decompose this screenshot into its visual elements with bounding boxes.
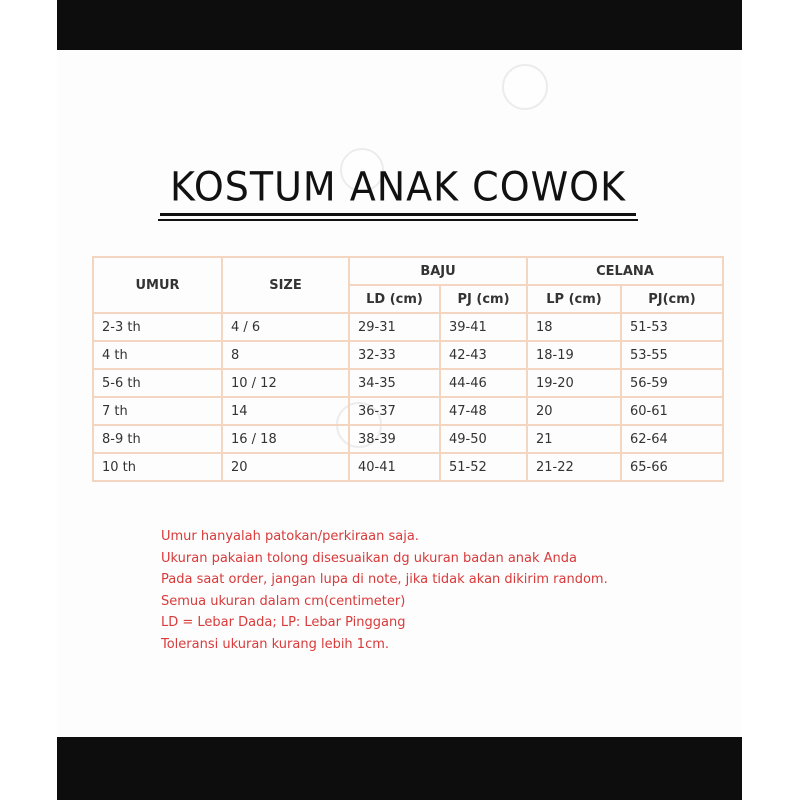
note-line: Pada saat order, jangan lupa di note, jika tidak akan dikirim random. — [161, 572, 608, 587]
header-pj-baju: PJ (cm) — [440, 285, 527, 313]
table-header-row — [93, 257, 723, 285]
table-row — [93, 453, 723, 481]
table-row — [93, 341, 723, 369]
cell-size: 4 / 6 — [222, 313, 349, 341]
cell-lp: 21 — [527, 425, 621, 453]
cell-pj-baju: 44-46 — [440, 369, 527, 397]
cell-lp: 21-22 — [527, 453, 621, 481]
cell-pj-baju: 47-48 — [440, 397, 527, 425]
header-pj-celana: PJ(cm) — [621, 285, 723, 313]
size-chart-table — [92, 256, 724, 482]
table-row — [93, 313, 723, 341]
cell-umur: 4 th — [93, 341, 222, 369]
cell-ld: 38-39 — [349, 425, 440, 453]
cell-lp: 18-19 — [527, 341, 621, 369]
header-size: SIZE — [222, 257, 349, 313]
note-line: Toleransi ukuran kurang lebih 1cm. — [161, 636, 390, 652]
page-title: KOSTUM ANAK COWOK — [169, 163, 627, 211]
cell-lp: 20 — [527, 397, 621, 425]
cell-umur: 5-6 th — [93, 369, 222, 397]
title-underline — [160, 213, 636, 216]
header-ld: LD (cm) — [349, 285, 440, 313]
note-line: Ukuran pakaian tolong disesuaikan dg ukuran badan anak Anda — [161, 550, 578, 566]
cell-pj-celana: 51-53 — [621, 313, 723, 341]
cell-pj-celana: 65-66 — [621, 453, 723, 481]
cell-ld: 29-31 — [349, 313, 440, 341]
cell-ld: 40-41 — [349, 453, 440, 481]
cell-pj-baju: 51-52 — [440, 453, 527, 481]
title-underline — [158, 219, 638, 221]
cell-pj-celana: 56-59 — [621, 369, 723, 397]
cell-umur: 10 th — [93, 453, 222, 481]
cell-pj-celana: 62-64 — [621, 425, 723, 453]
header-umur: UMUR — [93, 257, 222, 313]
note-line: Semua ukuran dalam cm(centimeter) — [161, 593, 406, 609]
note-line: Umur hanyalah patokan/perkiraan saja. — [161, 529, 419, 544]
cell-umur: 8-9 th — [93, 425, 222, 453]
top-black-bar — [57, 0, 742, 50]
cell-pj-celana: 53-55 — [621, 341, 723, 369]
cell-size: 16 / 18 — [222, 425, 349, 453]
cell-size: 8 — [222, 341, 349, 369]
cell-lp: 18 — [527, 313, 621, 341]
table-row — [93, 425, 723, 453]
header-baju: BAJU — [349, 257, 527, 285]
table-row — [93, 397, 723, 425]
cell-ld: 34-35 — [349, 369, 440, 397]
table-row — [93, 369, 723, 397]
cell-umur: 7 th — [93, 397, 222, 425]
bottom-black-bar — [57, 737, 742, 800]
cell-size: 14 — [222, 397, 349, 425]
header-lp: LP (cm) — [527, 285, 621, 313]
cell-size: 10 / 12 — [222, 369, 349, 397]
cell-pj-baju: 39-41 — [440, 313, 527, 341]
cell-umur: 2-3 th — [93, 313, 222, 341]
cell-pj-baju: 42-43 — [440, 341, 527, 369]
note-line: LD = Lebar Dada; LP: Lebar Pinggang — [161, 615, 406, 630]
decorative-circle — [502, 64, 548, 110]
cell-pj-celana: 60-61 — [621, 397, 723, 425]
notes-block — [161, 526, 721, 655]
header-celana: CELANA — [527, 257, 723, 285]
cell-ld: 36-37 — [349, 397, 440, 425]
cell-size: 20 — [222, 453, 349, 481]
cell-ld: 32-33 — [349, 341, 440, 369]
cell-pj-baju: 49-50 — [440, 425, 527, 453]
cell-lp: 19-20 — [527, 369, 621, 397]
